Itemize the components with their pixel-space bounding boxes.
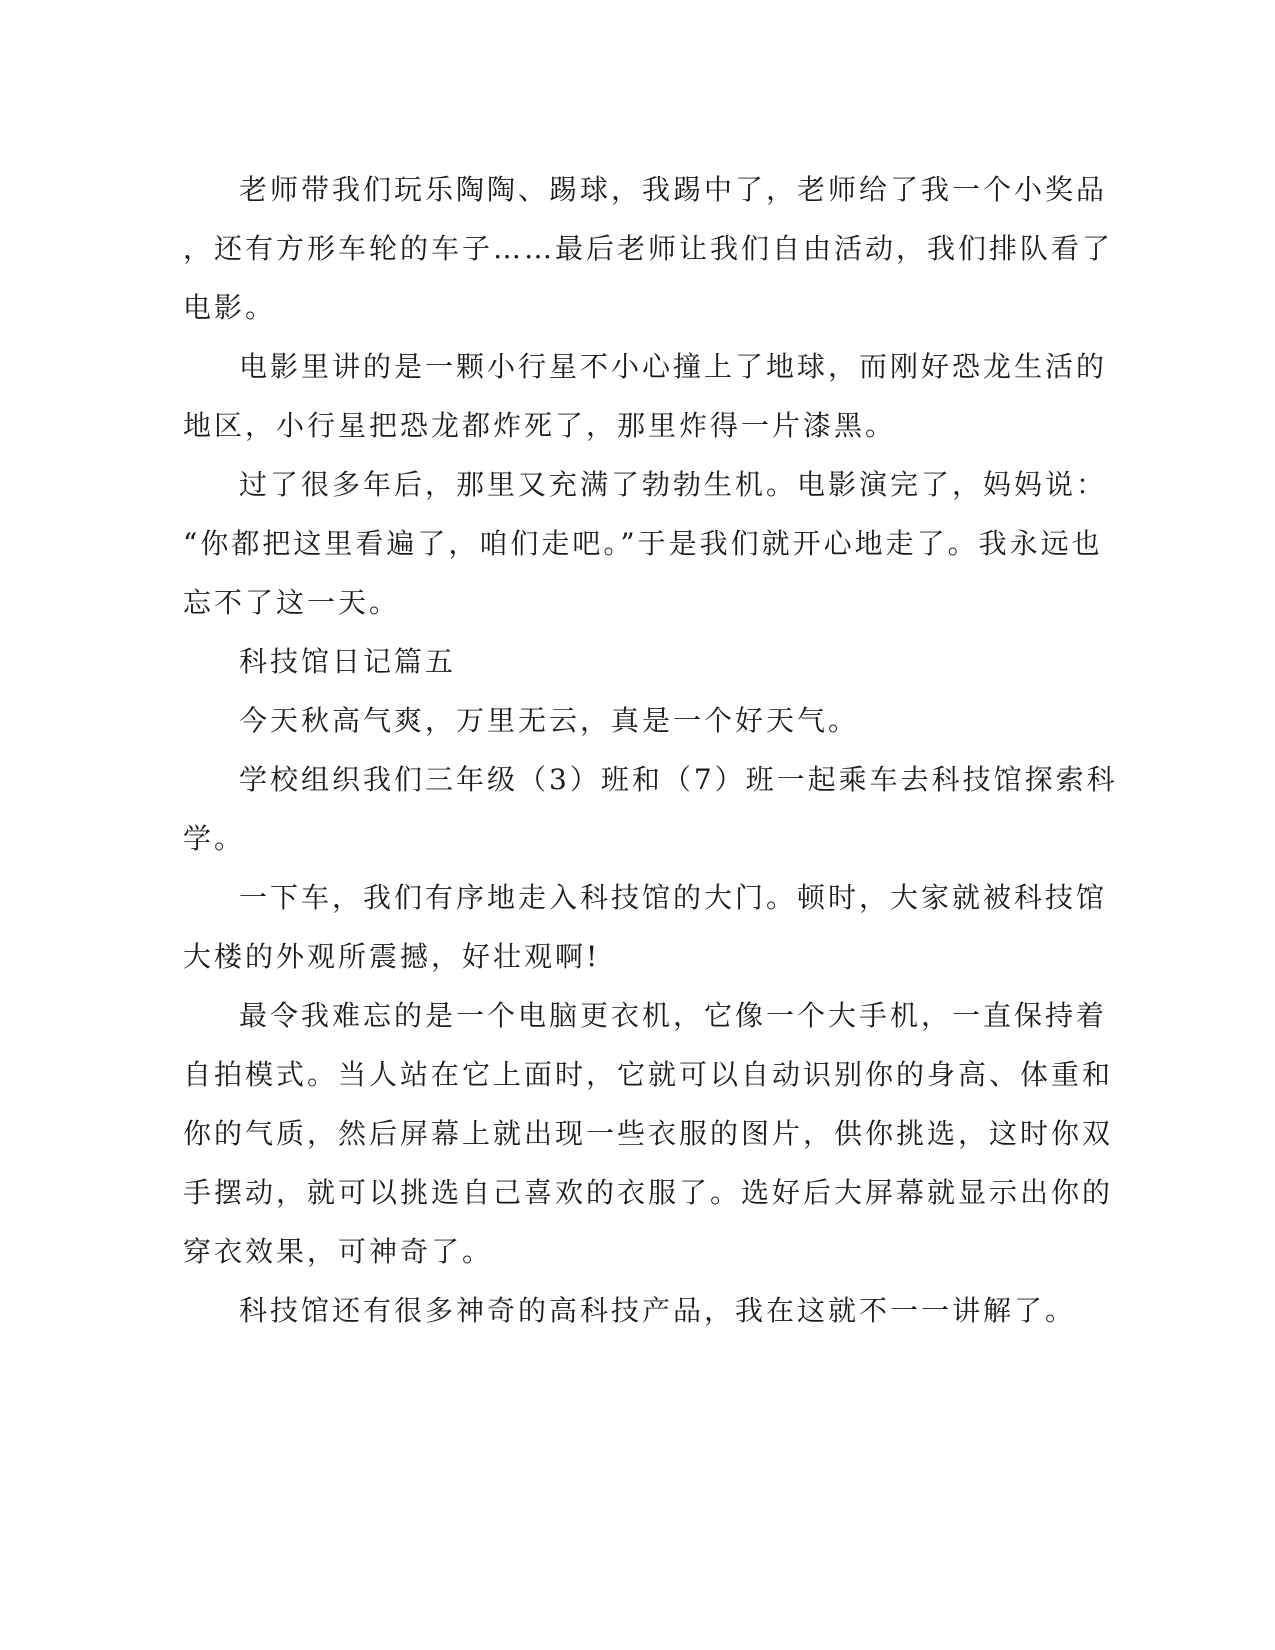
text-line: 地区，小行星把恐龙都炸死了，那里炸得一片漆黑。	[183, 409, 897, 442]
text-line: 学。	[183, 822, 246, 855]
section-title: 科技馆日记篇五	[239, 645, 457, 678]
text-line: 电影里讲的是一颗小行星不小心撞上了地球，而刚好恐龙生活的	[239, 350, 1108, 383]
paragraph-8	[183, 986, 1114, 1281]
text-line: 手摆动，就可以挑选自己喜欢的衣服了。选好后大屏幕就显示出你的	[183, 1176, 1114, 1209]
text-line: 今天秋高气爽，万里无云，真是一个好天气。	[239, 704, 860, 737]
text-line: “你都把这里看遍了，咱们走吧。”于是我们就开心地走了。我永远也	[183, 527, 1103, 560]
paragraph-6	[183, 750, 1118, 868]
paragraph-7	[183, 868, 1108, 986]
paragraph-1	[183, 160, 1114, 337]
text-line: 自拍模式。当人站在它上面时，它就可以自动识别你的身高、体重和	[183, 1058, 1114, 1091]
text-line: 电影。	[183, 291, 277, 324]
text-line: 忘不了这一天。	[183, 586, 401, 619]
text-line: 你的气质，然后屏幕上就出现一些衣服的图片，供你挑选，这时你双	[183, 1117, 1114, 1150]
text-line: 过了很多年后，那里又充满了勃勃生机。电影演完了，妈妈说：	[239, 468, 1108, 501]
section-heading	[183, 632, 1043, 691]
text-line: 最令我难忘的是一个电脑更衣机，它像一个大手机，一直保持着	[239, 999, 1108, 1032]
text-line: 科技馆还有很多神奇的高科技产品，我在这就不一一讲解了。	[239, 1294, 1077, 1327]
text-line: 老师带我们玩乐陶陶、踢球，我踢中了，老师给了我一个小奖品	[239, 173, 1108, 206]
paragraph-9	[183, 1281, 1077, 1340]
text-line: 大楼的外观所震撼，好壮观啊!	[183, 940, 601, 973]
text-line: 穿衣效果，可神奇了。	[183, 1235, 494, 1268]
document-body	[183, 160, 1118, 1340]
text-line: ，还有方形车轮的车子……最后老师让我们自由活动，我们排队看了	[183, 232, 1114, 265]
paragraph-3	[183, 455, 1108, 632]
paragraph-5	[183, 691, 1043, 750]
text-line: 学校组织我们三年级（3）班和（7）班一起乘车去科技馆探索科	[239, 763, 1118, 796]
text-line: 一下车，我们有序地走入科技馆的大门。顿时，大家就被科技馆	[239, 881, 1108, 914]
paragraph-2	[183, 337, 1108, 455]
